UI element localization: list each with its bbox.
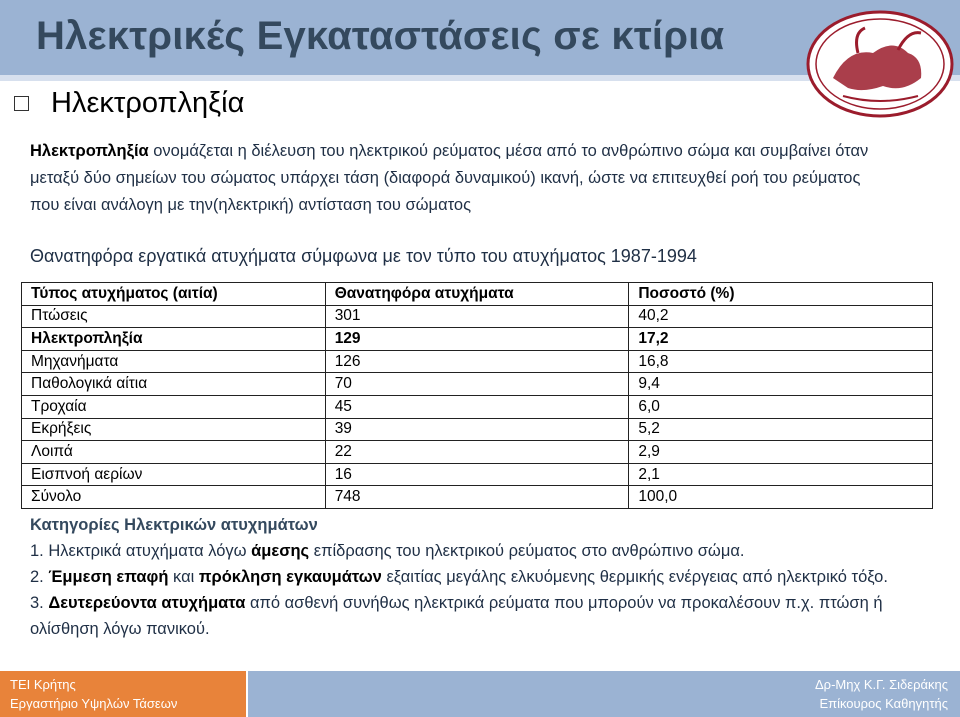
cell-percent: 6,0 (629, 395, 933, 418)
category-item-2 (30, 564, 940, 590)
item-text: 1. Ηλεκτρικά ατυχήματα λόγω (30, 542, 252, 560)
item-text: 2. (30, 568, 49, 586)
table-header-row (22, 283, 933, 306)
item-text: και (168, 568, 199, 586)
cell-count: 39 (325, 418, 629, 441)
cell-type: Λοιπά (22, 441, 326, 464)
cell-type: Ηλεκτροπληξία (22, 328, 326, 351)
intro-term: Ηλεκτροπληξία (30, 142, 149, 160)
cell-type: Εισπνοή αερίων (22, 463, 326, 486)
header-cell: Τύπος ατυχήματος (αιτία) (22, 283, 326, 306)
cell-count: 129 (325, 328, 629, 351)
item-emphasis: πρόκληση εγκαυμάτων (198, 568, 382, 586)
cell-count: 22 (325, 441, 629, 464)
header-cell: Θανατηφόρα ατυχήματα (325, 283, 629, 306)
cell-type: Σύνολο (22, 486, 326, 509)
categories-heading: Κατηγορίες Ηλεκτρικών ατυχημάτων (30, 516, 318, 534)
table-row (22, 418, 933, 441)
footer-author (248, 671, 960, 717)
cell-count: 301 (325, 305, 629, 328)
footer-author-title: Επίκουρος Καθηγητής (819, 696, 948, 711)
table-row (22, 350, 933, 373)
cell-type: Εκρήξεις (22, 418, 326, 441)
cell-type: Παθολογικά αίτια (22, 373, 326, 396)
item-text: εξαιτίας μεγάλης ελκυόμενης θερμικής ενέργειας από ηλεκτρικό τόξο. (381, 568, 888, 586)
intro-text: ονομάζεται η διέλευση του ηλεκτρικού ρεύματος μέσα από το ανθρώπινο σώμα και συμβαίνει όταν μεταξύ δύο σημείων του σώματος υπάρχει τάση (διαφορά δυναμικού) ικανή, ώστε να επιτευχθεί ροή του ρεύματος που είναι ανάλογη με την(ηλεκτρική) αντίσταση του σώματος (30, 142, 869, 214)
cell-type: Μηχανήματα (22, 350, 326, 373)
table-row (22, 395, 933, 418)
footer-institution-name: ΤΕΙ Κρήτης (10, 677, 76, 692)
university-seal-logo (803, 8, 957, 120)
footer-institution (0, 671, 246, 717)
cell-percent: 5,2 (629, 418, 933, 441)
item-emphasis: Δευτερεύοντα ατυχήματα (48, 594, 246, 612)
categories-section (30, 512, 940, 642)
table-row (22, 441, 933, 464)
subtitle-row (14, 86, 244, 120)
item-text: από ασθενή συνήθως ηλεκτρικά ρεύματα που μπορούν να προκαλέσουν π.χ. πτώση ή ολίσθηση λόγω πανικού. (30, 594, 883, 638)
footer-lab-name: Εργαστήριο Υψηλών Τάσεων (10, 696, 178, 711)
accidents-table (21, 282, 933, 509)
item-text: 3. (30, 594, 49, 612)
table-row (22, 373, 933, 396)
table-caption: Θανατηφόρα εργατικά ατυχήματα σύμφωνα με τον τύπο του ατυχήματος 1987-1994 (30, 246, 697, 266)
cell-percent: 17,2 (629, 328, 933, 351)
cell-count: 45 (325, 395, 629, 418)
category-item-3 (30, 590, 940, 642)
intro-paragraph (30, 138, 880, 219)
cell-percent: 100,0 (629, 486, 933, 509)
section-subtitle: Ηλεκτροπληξία (51, 86, 245, 119)
item-text: επίδρασης του ηλεκτρικού ρεύματος στο ανθρώπινο σώμα. (309, 542, 745, 560)
cell-count: 70 (325, 373, 629, 396)
footer-author-name: Δρ-Μηχ Κ.Γ. Σιδεράκης (814, 677, 948, 692)
cell-count: 126 (325, 350, 629, 373)
table-row-total (22, 486, 933, 509)
item-emphasis: άμεσης (251, 542, 310, 560)
cell-percent: 16,8 (629, 350, 933, 373)
cell-percent: 2,9 (629, 441, 933, 464)
cell-count: 748 (325, 486, 629, 509)
item-emphasis: Έμμεση επαφή (48, 568, 169, 586)
square-bullet-icon (14, 96, 29, 111)
header-cell: Ποσοστό (%) (629, 283, 933, 306)
cell-type: Πτώσεις (22, 305, 326, 328)
cell-percent: 2,1 (629, 463, 933, 486)
cell-count: 16 (325, 463, 629, 486)
table-row-highlighted (22, 328, 933, 351)
table-row (22, 305, 933, 328)
table-row (22, 463, 933, 486)
cell-percent: 9,4 (629, 373, 933, 396)
slide-title: Ηλεκτρικές Εγκαταστάσεις σε κτίρια (36, 14, 725, 58)
category-item-1 (30, 538, 940, 564)
cell-type: Τροχαία (22, 395, 326, 418)
cell-percent: 40,2 (629, 305, 933, 328)
